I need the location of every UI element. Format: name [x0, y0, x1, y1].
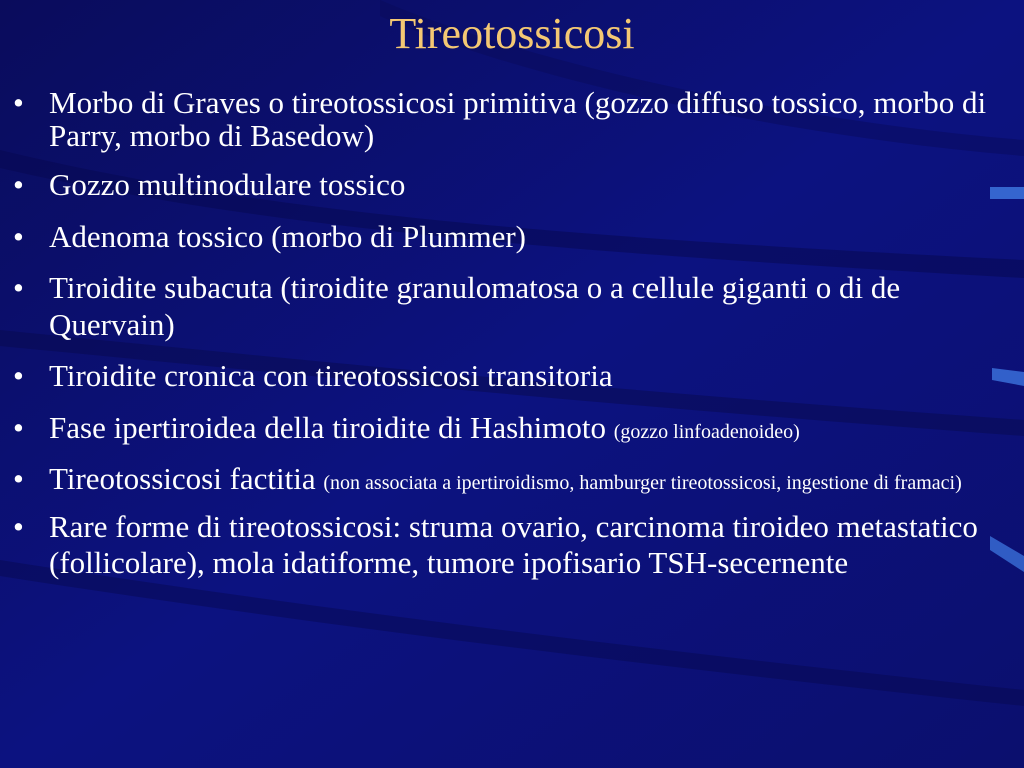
- bullet-dot-icon: •: [13, 218, 24, 254]
- bullet-note: (non associata a ipertiroidismo, hamburger tireotossicosi, ingestione di framaci): [323, 472, 962, 494]
- bullet-text: Gozzo multinodulare tossico: [49, 167, 406, 202]
- bullet-text: Morbo di Graves o tireotossicosi primitiva (gozzo diffuso tossico, morbo di Parry, morbo di Basedow): [49, 85, 987, 153]
- bullet-dot-icon: •: [13, 461, 24, 496]
- bullet-item: [0, 509, 1020, 582]
- bullet-dot-icon: •: [13, 358, 24, 393]
- bullet-dot-icon: •: [13, 270, 24, 305]
- bullet-item: [0, 461, 1020, 498]
- bullet-note: (gozzo linfoadenoideo): [613, 420, 800, 443]
- bullet-text: Fase ipertiroidea della tiroidite di Hashimoto: [49, 409, 614, 445]
- bullet-text: Tiroidite subacuta (tiroidite granulomatosa o a cellule giganti o di de Quervain): [49, 270, 901, 342]
- slide-title: Tireotossicosi: [389, 9, 635, 58]
- bullet-item: [0, 86, 1020, 152]
- bullet-item: [0, 410, 1020, 447]
- bullet-text: Tireotossicosi factitia: [49, 461, 324, 496]
- bullet-dot-icon: •: [13, 85, 24, 120]
- bullet-item: [0, 358, 1020, 395]
- bullet-dot-icon: •: [13, 167, 24, 202]
- bullet-item: [0, 219, 1020, 256]
- bullet-text: Rare forme di tireotossicosi: struma ovario, carcinoma tiroideo metastatico (follicolare), mola idatiforme, tumore ipofisario TSH-secernente: [49, 508, 978, 580]
- bullet-text: Adenoma tossico (morbo di Plummer): [49, 218, 526, 254]
- bullet-item: [0, 167, 1020, 204]
- bullet-text: Tiroidite cronica con tireotossicosi transitoria: [49, 358, 613, 393]
- bullet-item: [0, 270, 1020, 343]
- bullet-dot-icon: •: [13, 409, 24, 445]
- bullet-dot-icon: •: [13, 508, 24, 544]
- bullet-list: [0, 86, 1020, 597]
